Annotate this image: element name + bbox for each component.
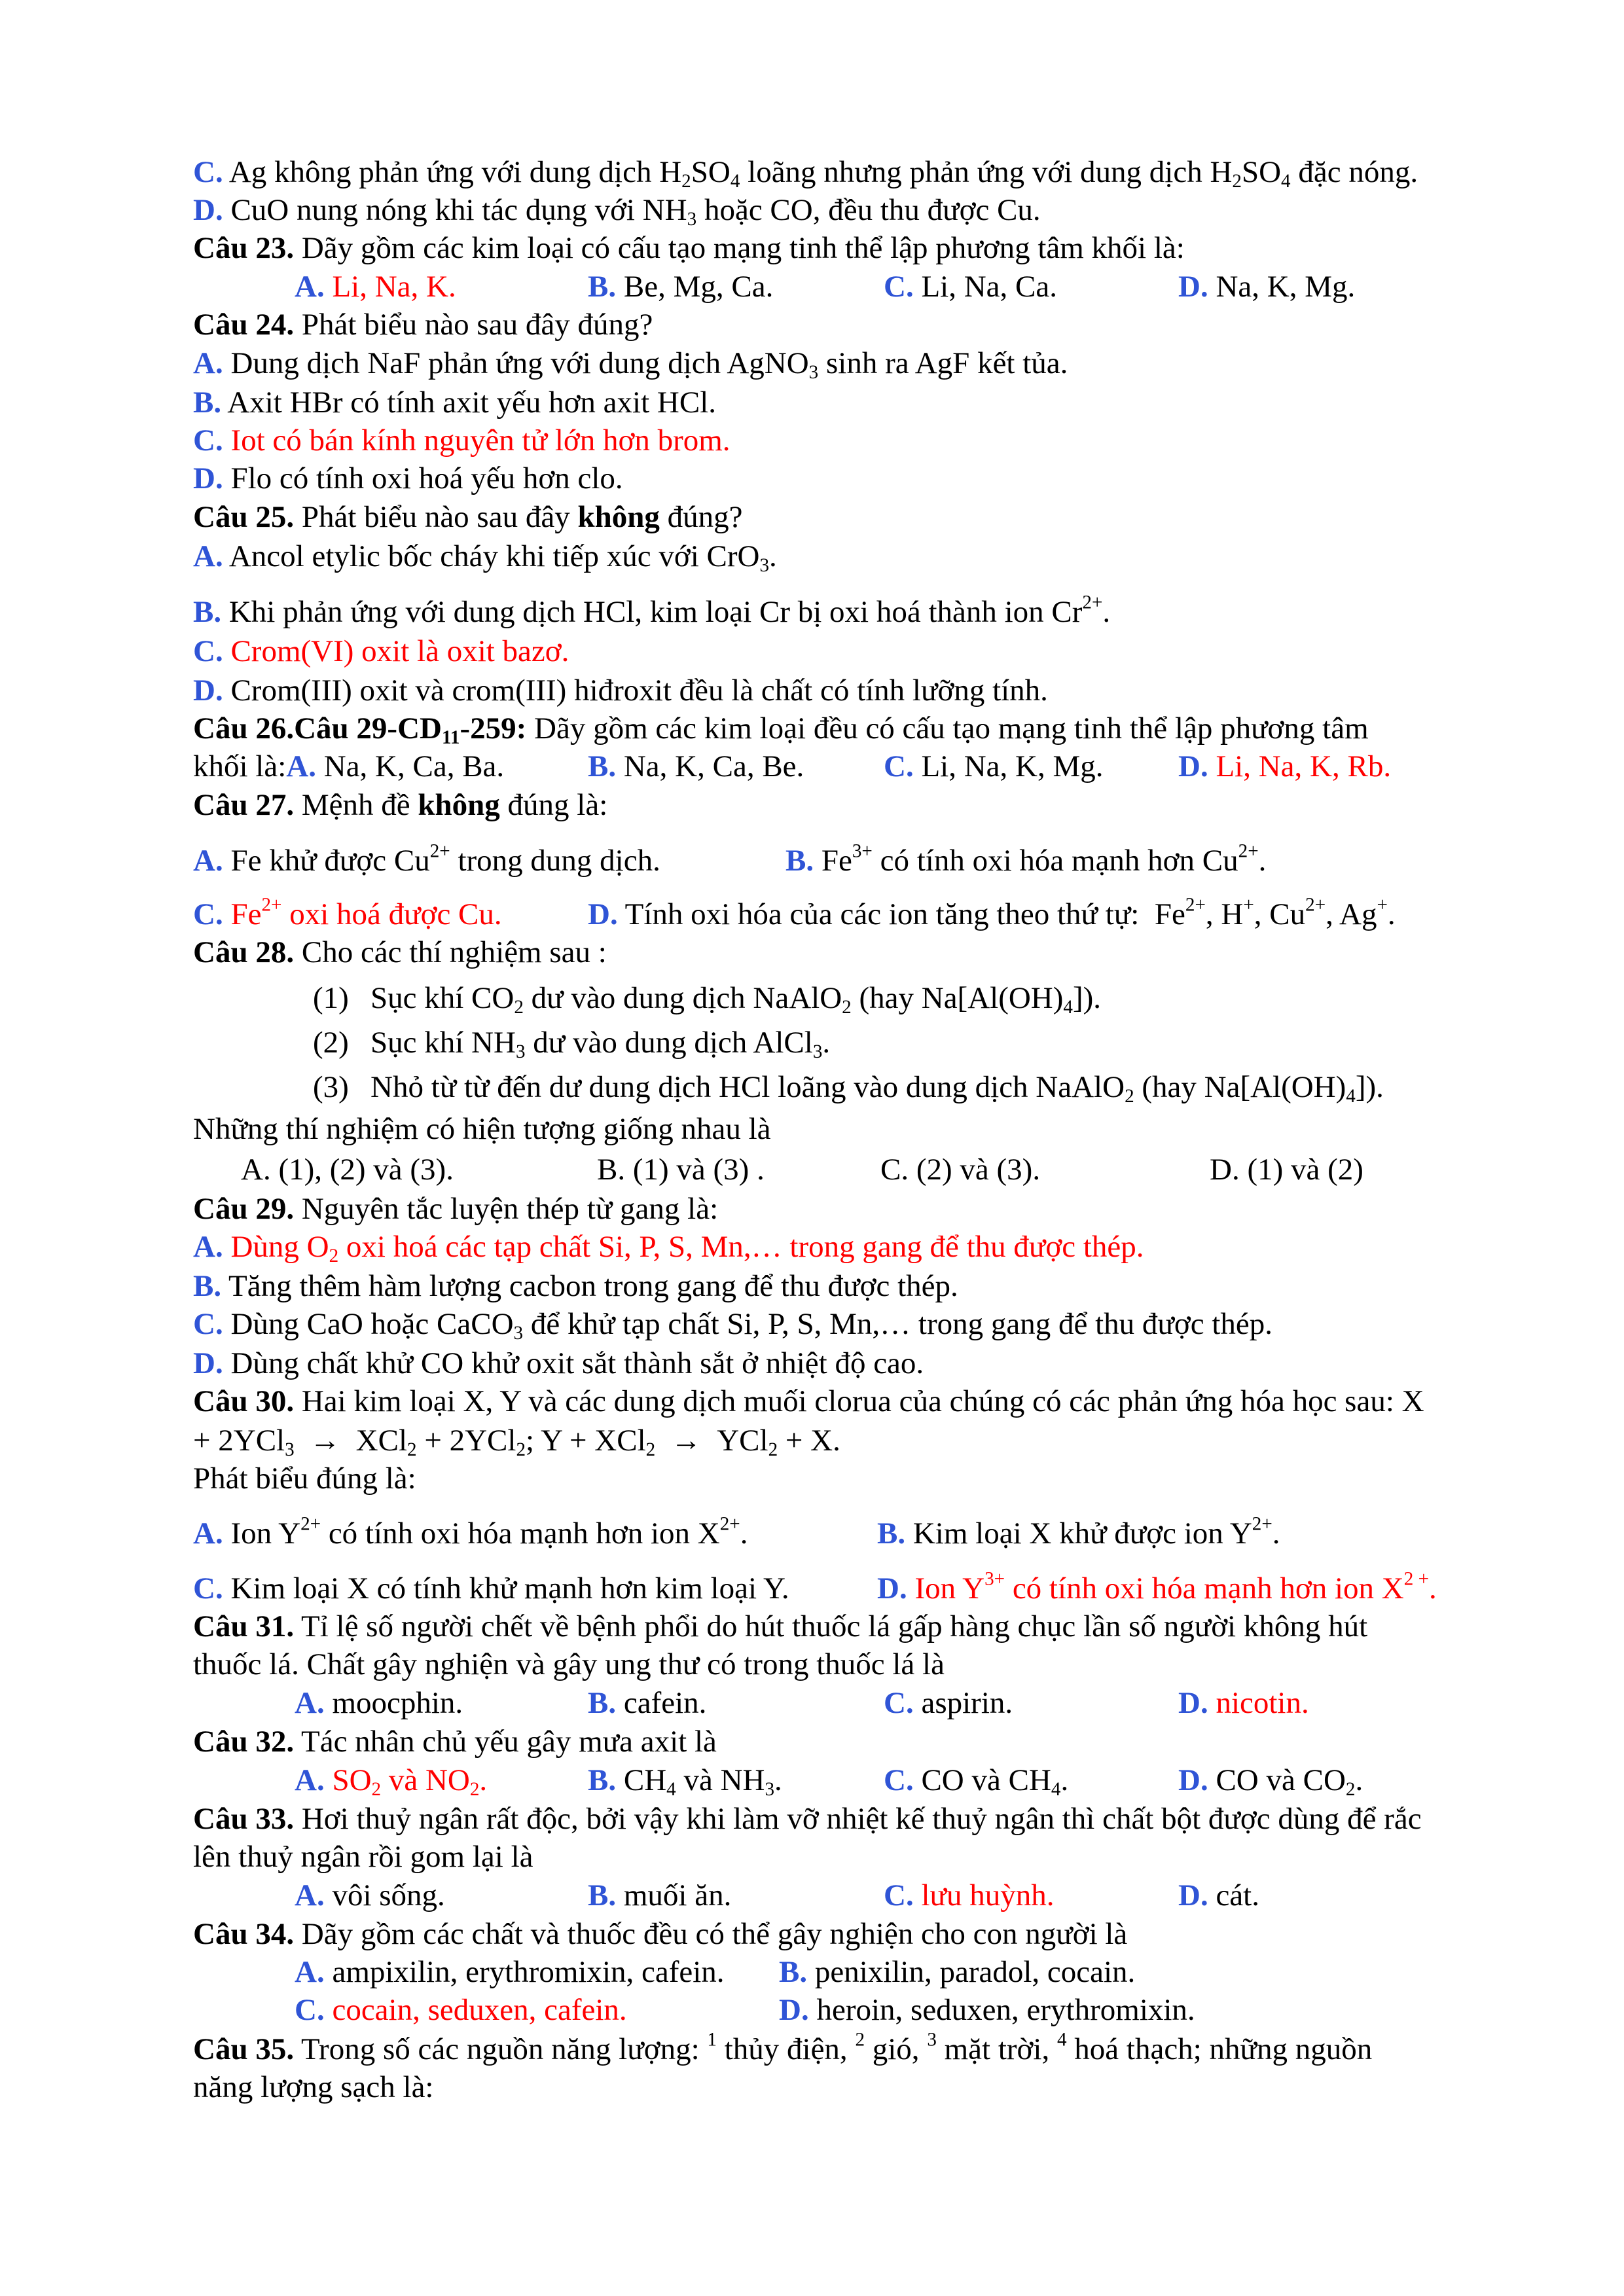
q32-option-c: C. CO và $CH_4$.: [884, 1763, 1069, 1801]
q26-option-d: D. Li, Na, K, Rb.: [1178, 749, 1392, 783]
q23-option-b: B. Be, Mg, Ca.: [588, 270, 774, 304]
q32-option-d: D. CO và $CO_2$.: [1178, 1763, 1363, 1801]
q33-option-d: D. cát.: [1178, 1878, 1259, 1912]
q24-option-c: C. Iot có bán kính nguyên tử lớn hơn brom.: [193, 423, 731, 457]
q28-option-a: A. (1), (2) và (3).: [241, 1153, 454, 1187]
q35-stem-2: năng lượng sạch là:: [193, 2070, 434, 2104]
q29-stem: Câu 29. Nguyên tắc luyện thép từ gang là:: [193, 1192, 719, 1226]
q33-option-a: A. vôi sống.: [295, 1878, 445, 1912]
q30-option-a: A. Ion $Y^{2+}$ có tính oxi hóa mạnh hơn ion $X^{2+}$.: [193, 1513, 748, 1551]
q30-option-d: D. Ion $Y^{3+}$ có tính oxi hóa mạnh hơn ion $X^{2 +}$.: [877, 1568, 1437, 1605]
q28-exp-1: (1) Sục khí $CO_2$ dư vào dung dịch NaAlO$_2$ (hay $Na[Al(OH)_4]$).: [313, 981, 1102, 1018]
q23-option-c: C. Li, Na, Ca.: [884, 270, 1057, 304]
q28-option-c: C. (2) và (3).: [880, 1153, 1041, 1187]
q22-option-c: C. Ag không phản ứng với dung dịch $H_2SO_4$ loãng nhưng phản ứng với dung dịch $H_2SO_4$ đặc nóng.: [193, 155, 1418, 192]
q35-stem: Câu 35. Trong số các nguồn năng lượng: $^1$ thủy điện, $^2$ gió, $^3$ mặt trời, $^4$ hoá thạch; những nguồn: [193, 2029, 1373, 2066]
q23-option-a: A. Li, Na, K.: [295, 270, 456, 304]
q26-option-b: B. Na, K, Ca, Be.: [588, 749, 804, 783]
q30-option-c: C. Kim loại X có tính khử mạnh hơn kim loại Y.: [193, 1571, 789, 1605]
q34-option-b: B. penixilin, paradol, cocain.: [779, 1955, 1136, 1989]
q26-option-a: khối là:A. Na, K, Ca, Ba.: [193, 749, 505, 783]
q28-exp-2: (2) Sục khí $NH_3$ dư vào dung dịch AlCl$_3$.: [313, 1026, 831, 1063]
q33-stem: Câu 33. Hơi thuỷ ngân rất độc, bởi vậy khi làm vỡ nhiệt kế thuỷ ngân thì chất bột được dùng để rắc: [193, 1802, 1422, 1836]
q25-option-d: D. Crom(III) oxit và crom(III) hiđroxit đều là chất có tính lưỡng tính.: [193, 673, 1048, 708]
q33-option-c: C. lưu huỳnh.: [884, 1878, 1055, 1912]
q28-question: Những thí nghiệm có hiện tượng giống nhau là: [193, 1112, 771, 1146]
q27-option-d: D. Tính oxi hóa của các ion tăng theo thứ tự: $Fe^{2+}$, H+, $Cu^{2+}$, Ag+.: [588, 894, 1396, 931]
q24-option-d: D. Flo có tính oxi hoá yếu hơn clo.: [193, 461, 623, 495]
q34-option-d: D. heroin, seduxen, erythromixin.: [779, 1993, 1195, 2027]
q27-option-a: A. Fe khử được $Cu^{2+}$ trong dung dịch.: [193, 840, 660, 878]
q28-stem: Câu 28. Cho các thí nghiệm sau :: [193, 935, 607, 969]
q25-option-b: B. Khi phản ứng với dung dịch HCl, kim loại Cr bị oxi hoá thành ion $Cr^{2+}$.: [193, 592, 1111, 629]
q34-option-c: C. cocain, seduxen, cafein.: [295, 1993, 627, 2027]
q31-stem-2: thuốc lá. Chất gây nghiện và gây ung thư có trong thuốc lá là: [193, 1647, 945, 1681]
q29-option-d: D. Dùng chất khử CO khử oxit sắt thành sắt ở nhiệt độ cao.: [193, 1346, 924, 1380]
q32-option-a: A. $SO_2$ và $NO_2$.: [295, 1763, 488, 1801]
q32-option-b: B. $CH_4$ và $NH_3$.: [588, 1763, 782, 1801]
q25-stem: Câu 25. Phát biểu nào sau đây không đúng?: [193, 500, 743, 534]
q27-option-c: C. $Fe^{2+}$ oxi hoá được Cu.: [193, 894, 502, 931]
q29-option-c: C. Dùng CaO hoặc CaCO$_3$ để khử tạp chất Si, P, S, Mn,… trong gang để thu được thép.: [193, 1307, 1273, 1344]
q34-option-a: A. ampixilin, erythromixin, cafein.: [295, 1955, 725, 1989]
q31-option-b: B. cafein.: [588, 1686, 707, 1720]
q28-option-b: B. (1) và (3) .: [597, 1153, 765, 1187]
q23-stem: Câu 23. Dãy gồm các kim loại có cấu tạo mạng tinh thể lập phương tâm khối là:: [193, 231, 1185, 265]
q22-option-d: D. CuO nung nóng khi tác dụng với $NH_3$ hoặc CO, đều thu được Cu.: [193, 193, 1041, 230]
q23-option-d: D. Na, K, Mg.: [1178, 270, 1356, 304]
q24-option-a: A. Dung dịch NaF phản ứng với dung dịch AgNO$_3$ sinh ra AgF kết tủa.: [193, 346, 1068, 384]
q25-option-a: A. Ancol etylic bốc cháy khi tiếp xúc với CrO$_3$.: [193, 539, 777, 577]
q31-option-c: C. aspirin.: [884, 1686, 1013, 1720]
q28-exp-3: (3) Nhỏ từ từ đến dư dung dịch HCl loãng vào dung dịch NaAlO$_2$ (hay $Na[Al(OH)_4]$).: [313, 1070, 1384, 1107]
q30-stem: Câu 30. Hai kim loại X, Y và các dung dịch muối clorua của chúng có các phản ứng hóa học sau: X: [193, 1384, 1424, 1418]
q31-option-d: D. nicotin.: [1178, 1686, 1309, 1720]
q33-stem-2: lên thuỷ ngân rồi gom lại là: [193, 1840, 533, 1874]
q33-option-b: B. muối ăn.: [588, 1878, 732, 1912]
q30-option-b: B. Kim loại X khử được ion $Y^{2+}$.: [877, 1513, 1280, 1551]
q27-option-b: B. $Fe^{3+}$ có tính oxi hóa mạnh hơn $Cu^{2+}$.: [785, 840, 1267, 878]
q27-stem: Câu 27. Mệnh đề không đúng là:: [193, 788, 608, 822]
q24-stem: Câu 24. Phát biểu nào sau đây đúng?: [193, 308, 653, 342]
q29-option-b: B. Tăng thêm hàm lượng cacbon trong gang để thu được thép.: [193, 1269, 958, 1303]
q24-option-b: B. Axit HBr có tính axit yếu hơn axit HCl.: [193, 386, 717, 420]
q25-option-c: C. Crom(VI) oxit là oxit bazơ.: [193, 634, 569, 668]
q32-stem: Câu 32. Tác nhân chủ yếu gây mưa axit là: [193, 1725, 717, 1759]
q26-option-c: C. Li, Na, K, Mg.: [884, 749, 1104, 783]
q26-stem: Câu 26.Câu $29-CD_{11}-259$: Dãy gồm các kim loại đều có cấu tạo mạng tinh thể lập phương tâm: [193, 711, 1369, 749]
q34-stem: Câu 34. Dãy gồm các chất và thuốc đều có thể gây nghiện cho con người là: [193, 1917, 1128, 1951]
q30-reaction: + 2YCl$_3$ → XCl$_2$ + 2YCl$_2$; Y + XCl$_2$ → YCl$_2$ + X.: [193, 1424, 840, 1461]
q30-question: Phát biểu đúng là:: [193, 1462, 416, 1496]
q31-stem: Câu 31. Tỉ lệ số người chết về bệnh phổi do hút thuốc lá gấp hàng chục lần số người không hút: [193, 1609, 1368, 1643]
q31-option-a: A. moocphin.: [295, 1686, 463, 1720]
q28-option-d: D. (1) và (2): [1210, 1153, 1363, 1187]
q29-option-a: A. Dùng $O_2$ oxi hoá các tạp chất Si, P, S, Mn,… trong gang để thu được thép.: [193, 1230, 1144, 1267]
